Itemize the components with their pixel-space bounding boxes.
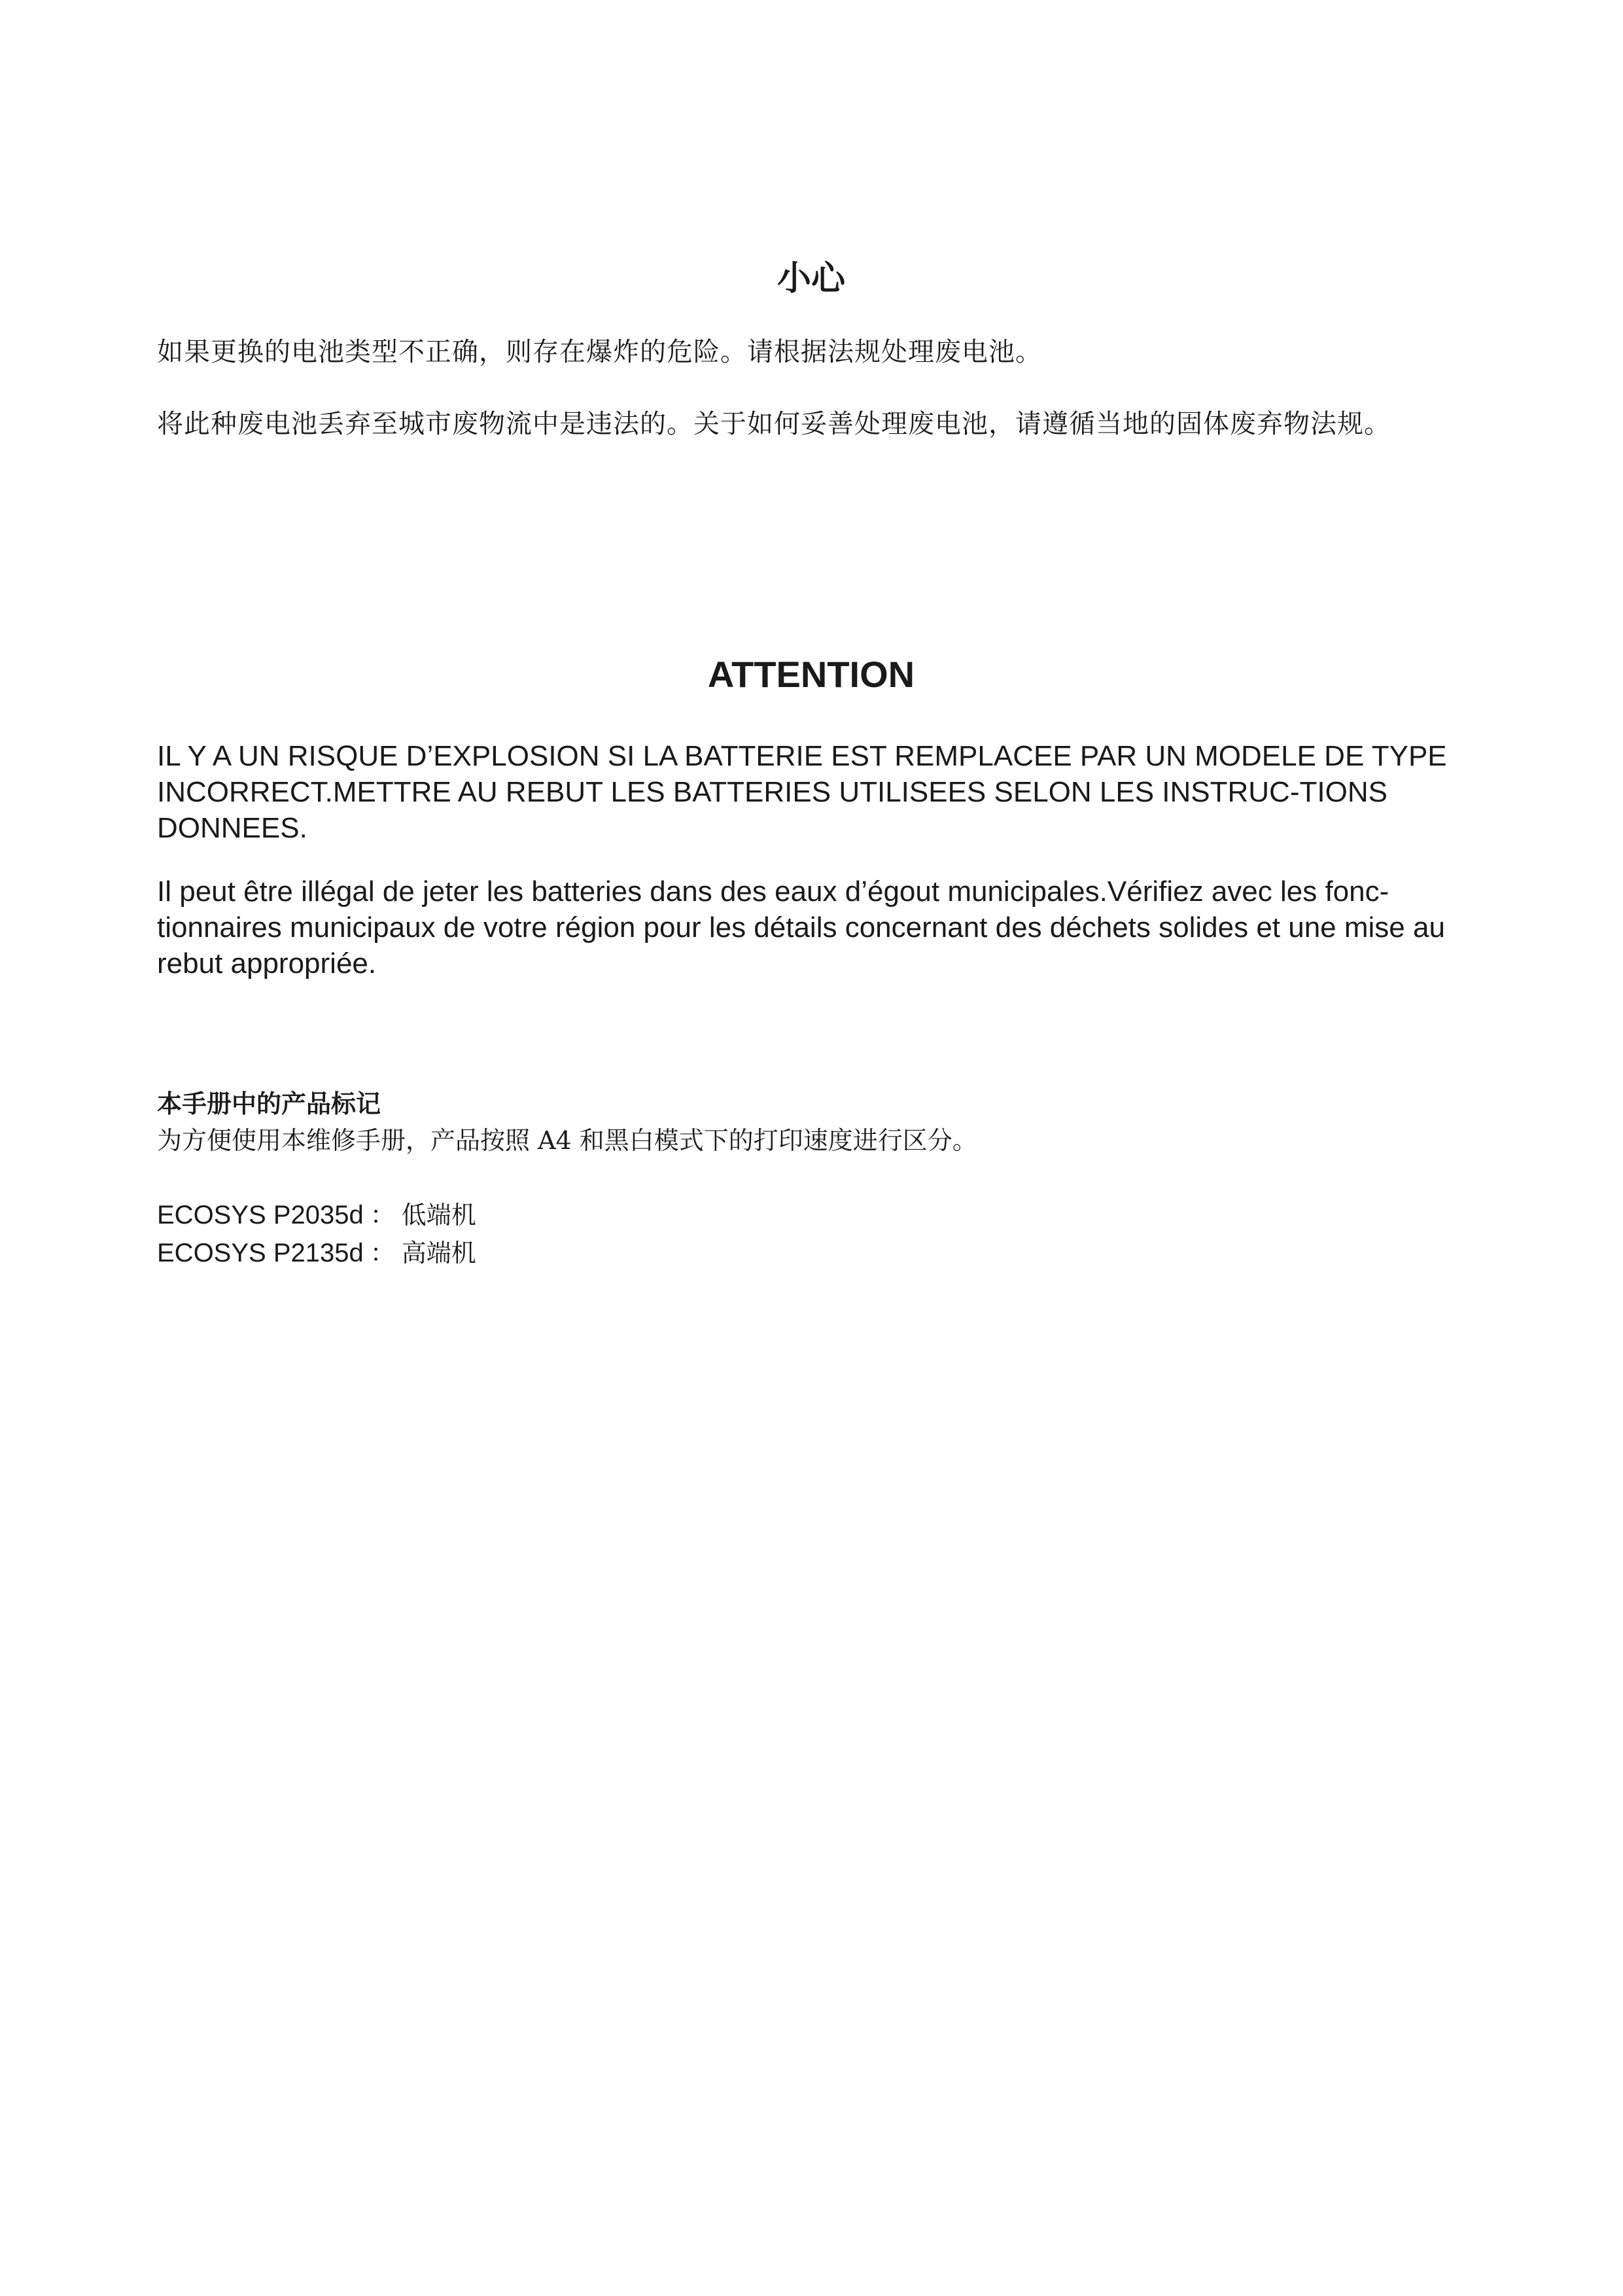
caution-paragraph-1: 如果更换的电池类型不正确，则存在爆炸的危险。请根据法规处理废电池。 bbox=[157, 337, 1042, 367]
model-line-high bbox=[157, 1235, 476, 1271]
product-marking-title: 本手册中的产品标记 bbox=[157, 1089, 381, 1118]
model-description: 低端机 bbox=[401, 1201, 476, 1229]
model-separator: ： bbox=[370, 1239, 395, 1267]
attention-heading-fr: ATTENTION bbox=[707, 654, 915, 695]
model-name: ECOSYS P2135d bbox=[157, 1239, 364, 1267]
attention-paragraph-1: IL Y A UN RISQUE D’EXPLOSION SI LA BATTERIE EST REMPLACEE PAR UN MODELE DE TYPE INCORRECT.METTRE AU REBUT LES BATTERIES UTILISEES SELON LES INSTRUC-TIONS DONNEES. bbox=[157, 740, 1447, 844]
model-description: 高端机 bbox=[401, 1239, 476, 1267]
caution-heading-cn: 小心 bbox=[777, 259, 845, 298]
model-name: ECOSYS P2035d bbox=[157, 1201, 364, 1229]
model-line-low bbox=[157, 1197, 476, 1233]
caution-paragraph-2: 将此种废电池丢弃至城市废物流中是违法的。关于如何妥善处理废电池，请遵循当地的固体废弃物法规。 bbox=[157, 409, 1391, 439]
model-separator: ： bbox=[370, 1201, 395, 1229]
product-marking-description: 为方便使用本维修手册，产品按照 A4 和黑白模式下的打印速度进行区分。 bbox=[157, 1126, 977, 1155]
attention-paragraph-2: Il peut être illégal de jeter les batteries dans des eaux d’égout municipales.Vérifiez avec les fonc-tionnaires municipaux de votre région pour les détails concernant des déchets solides et une mise au rebut appropriée. bbox=[157, 875, 1445, 980]
